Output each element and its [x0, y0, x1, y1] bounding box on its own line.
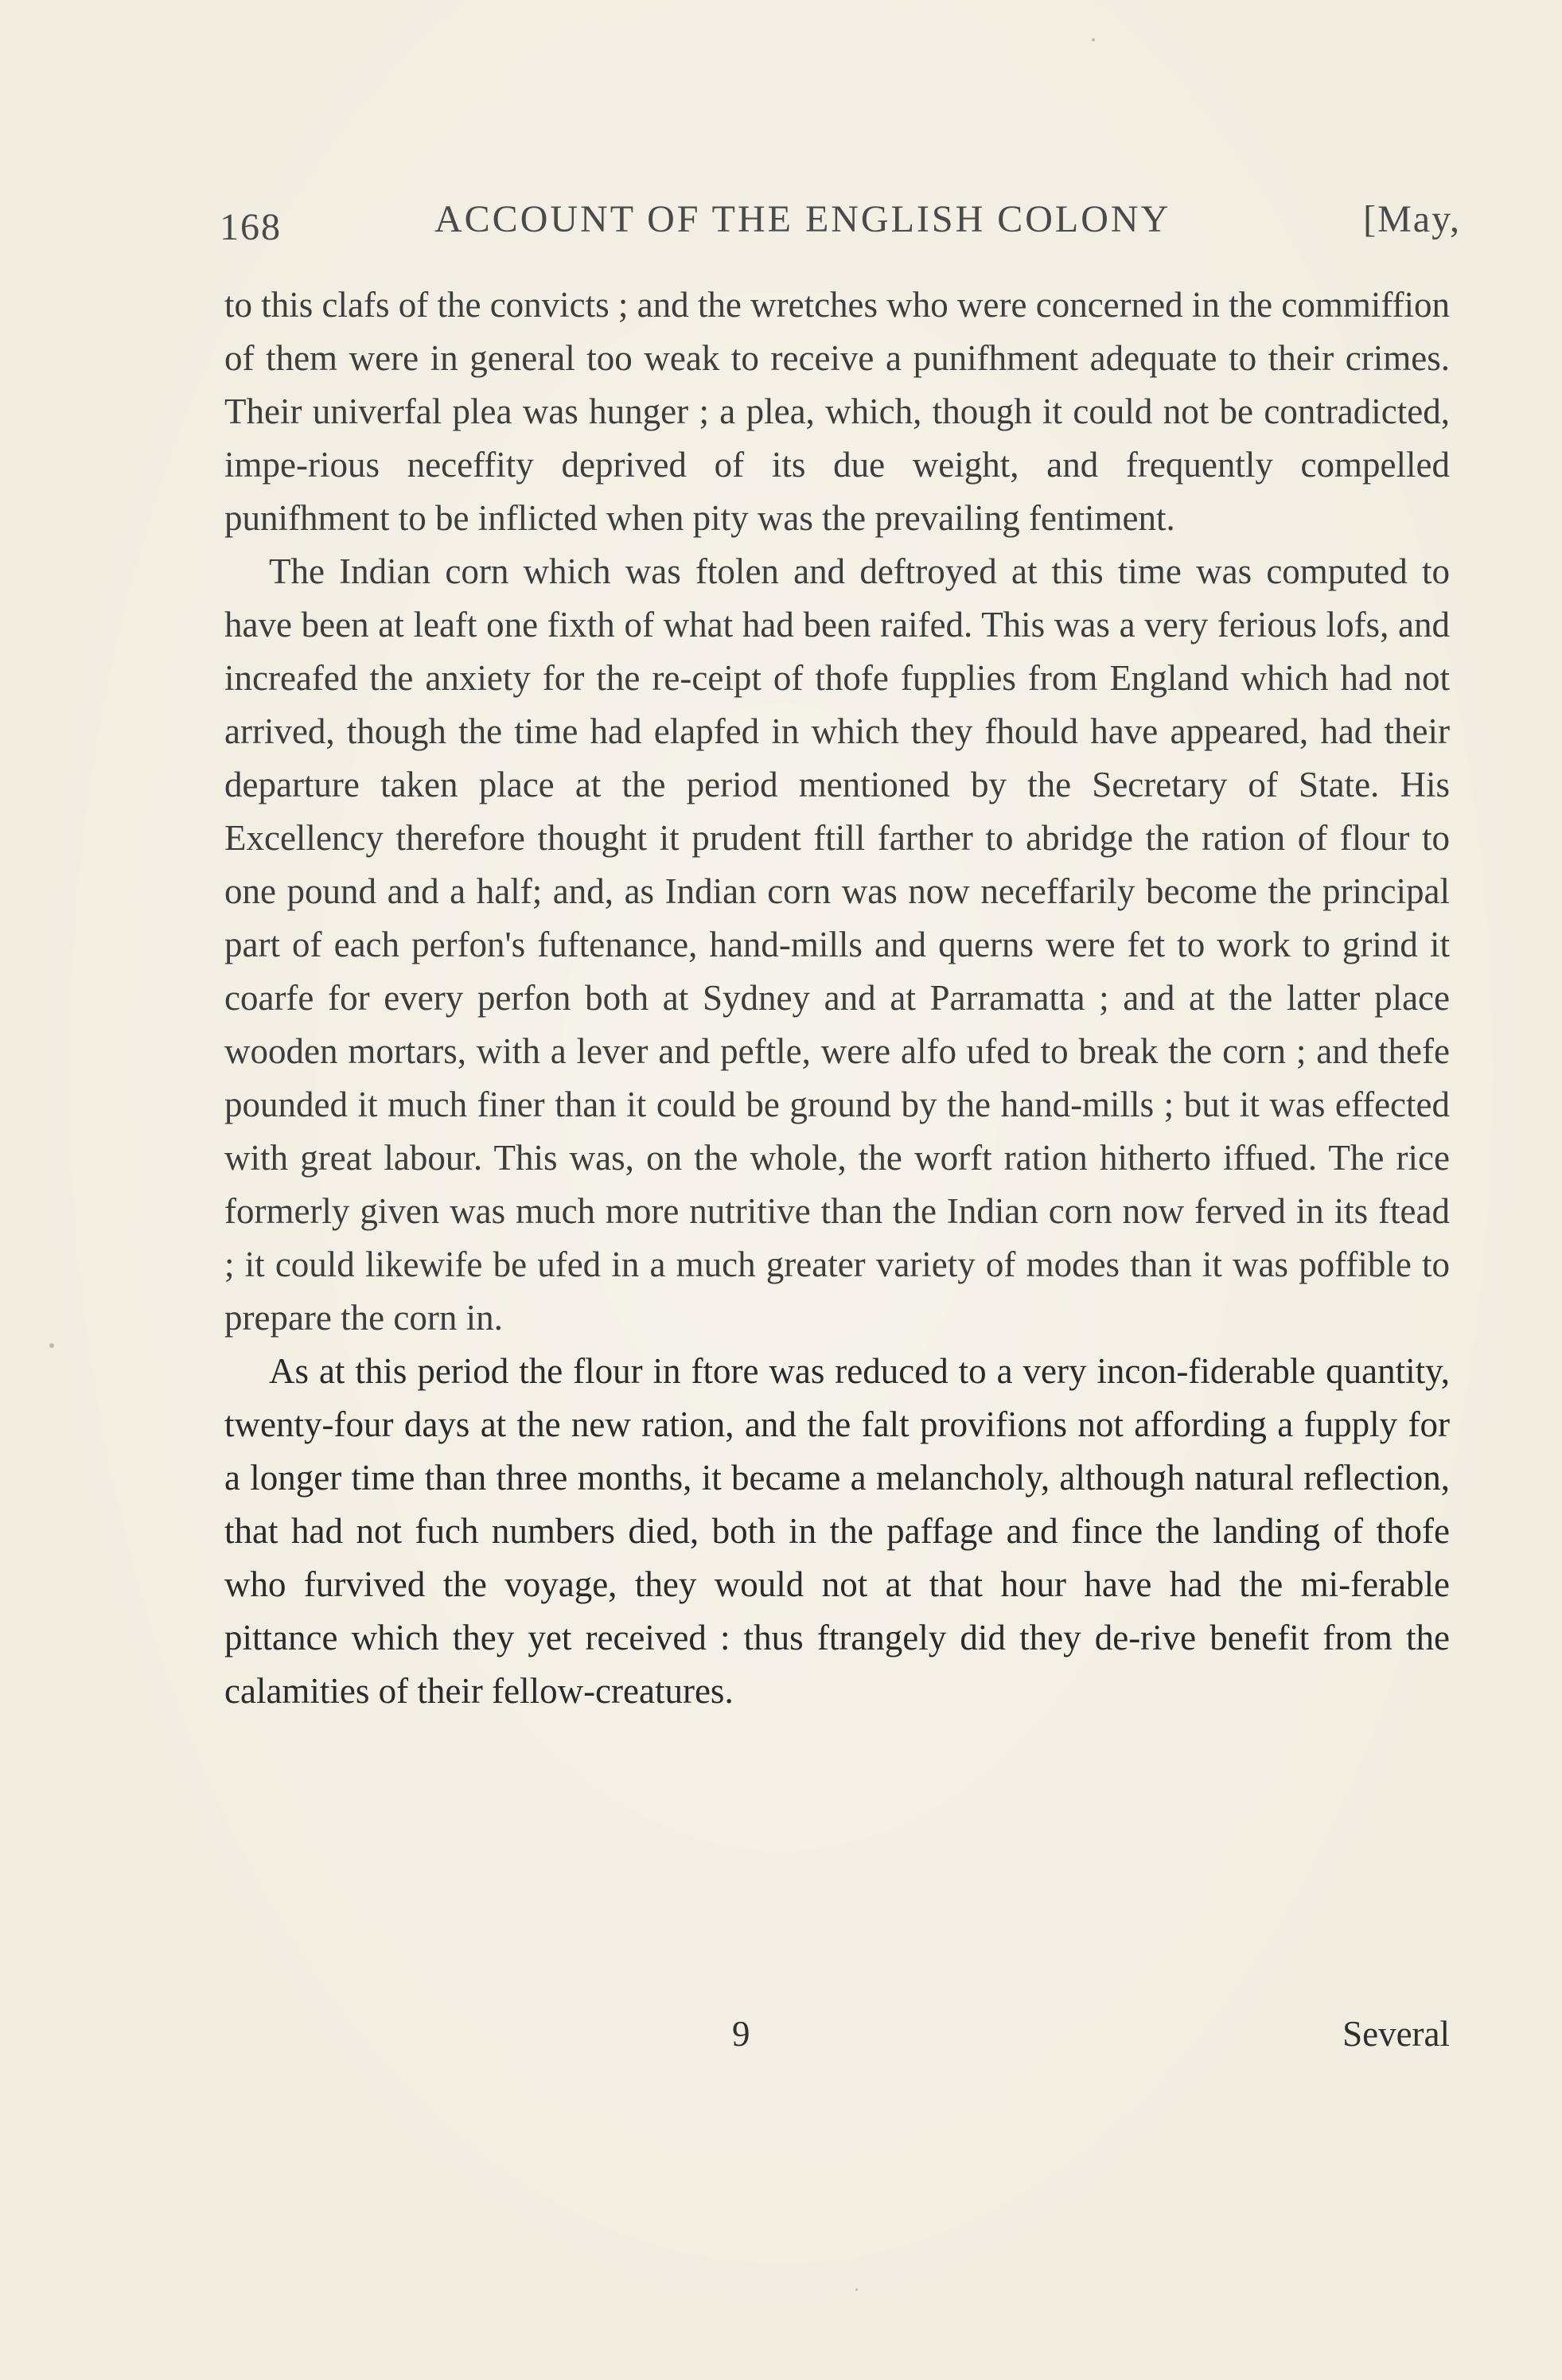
paper-speck — [49, 1343, 54, 1348]
paragraph-1: to this clafs of the convicts ; and the wretches who were concerned in the commiffion of them were in general too weak to receive a punifhment adequate to their crimes. Their univerfal plea was hunger ; a plea, which, though it could not be contradicted, impe-rious neceffity deprived of its due weight, and frequently compelled punifhment to be inflicted when pity was the prevailing fentiment. — [224, 285, 1450, 538]
running-title: ACCOUNT OF THE ENGLISH COLONY — [434, 198, 1171, 240]
signature-mark: 9 — [732, 2014, 750, 2054]
paper-speck — [855, 2288, 858, 2291]
body-text — [224, 279, 1450, 1718]
page-number: 168 — [220, 206, 282, 248]
paragraph-2: The Indian corn which was ftolen and deftroyed at this time was computed to have been at leaft one fixth of what had been raifed. This was a very ferious lofs, and increafed the anxiety for the re-ceipt of thofe fupplies from England which had not arrived, though the time had elapfed in which they fhould have appeared, had their departure taken place at the period mentioned by the Secretary of State. His Excellency therefore thought it prudent ftill farther to abridge the ration of flour to one pound and a half; and, as Indian corn was now neceffarily become the principal part of each perfon's fuftenance, hand-mills and querns were fet to work to grind it coarfe for every perfon both at Sydney and at Parramatta ; and at the latter place wooden mortars, with a lever and peftle, were alfo ufed to break the corn ; and thefe pounded it much finer than it could be ground by the hand-mills ; but it was effected with great labour. This was, on the whole, the worft ration hitherto iffued. The rice formerly given was much more nutritive than the Indian corn now ferved in its ftead ; it could likewife be ufed in a much greater variety of modes than it was poffible to prepare the corn in. — [224, 551, 1450, 1338]
running-date: [May, — [1363, 198, 1461, 240]
paragraph-3: As at this period the flour in ftore was reduced to a very incon-fiderable quantity, twenty-four days at the new ration, and the falt provifions not affording a fupply for a longer time than three months, it became a melancholy, although natural reflection, that had not fuch numbers died, both in the paffage and fince the landing of thofe who furvived the voyage, they would not at that hour have had the mi-ferable pittance which they yet received : thus ftrangely did they de-rive benefit from the calamities of their fellow-creatures. — [224, 1351, 1450, 1711]
running-head — [220, 197, 1461, 253]
catchword: Several — [1342, 2014, 1450, 2054]
paper-speck — [1092, 38, 1095, 41]
page-footer — [224, 2013, 1450, 2069]
